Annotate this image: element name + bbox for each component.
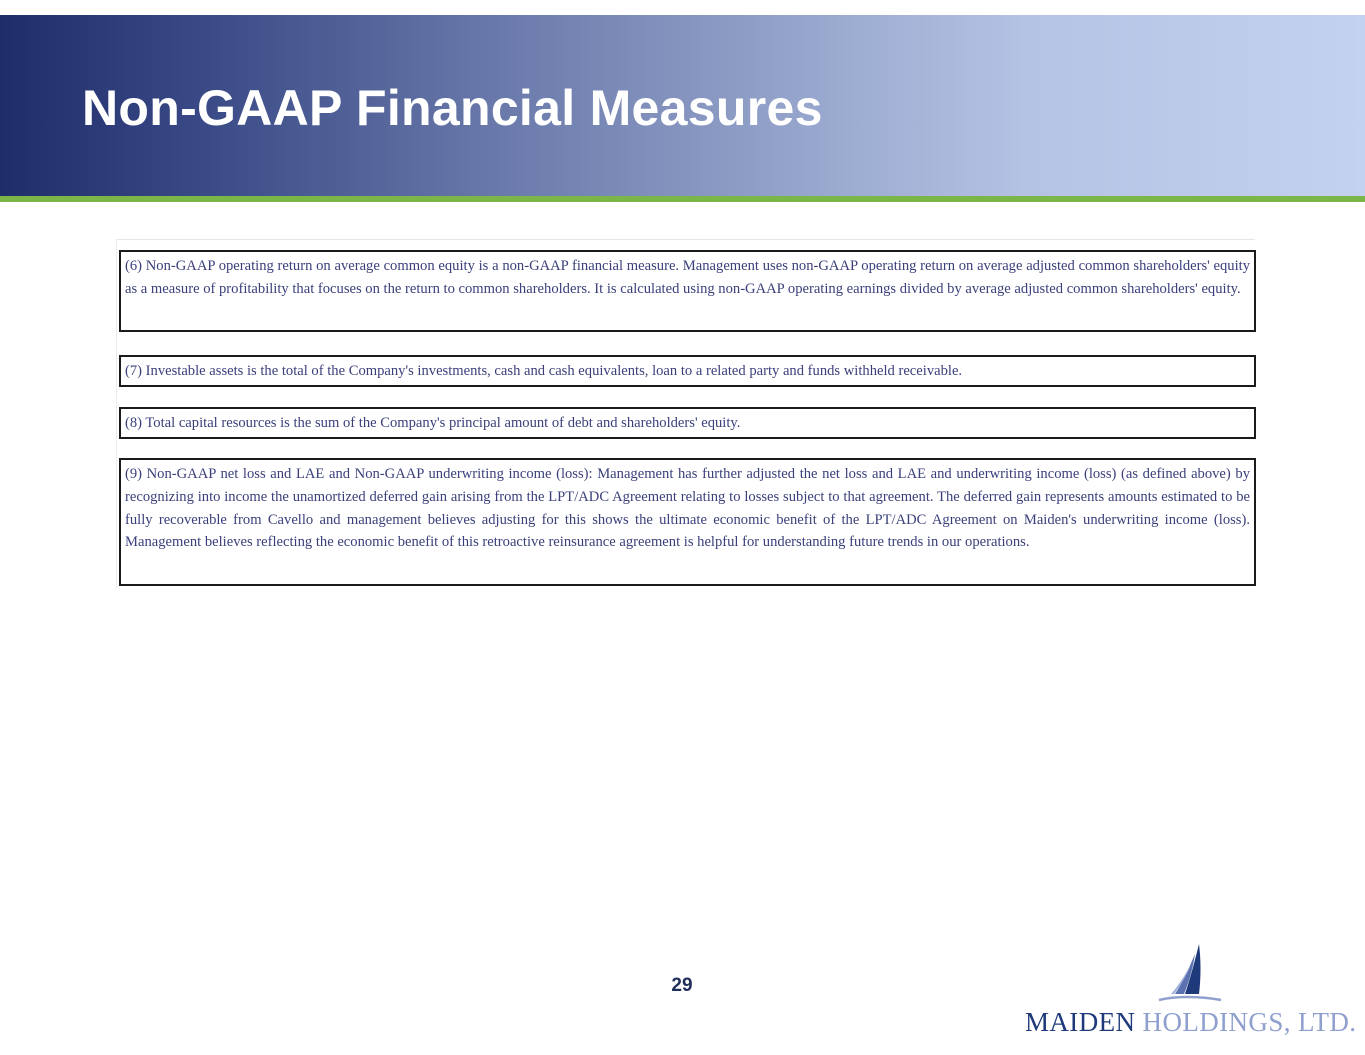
company-name-primary: MAIDEN xyxy=(1025,1007,1136,1037)
sail-icon xyxy=(1155,942,1225,1004)
company-name xyxy=(1025,1006,1356,1038)
header-divider xyxy=(0,196,1365,202)
page-title: Non-GAAP Financial Measures xyxy=(82,80,823,136)
footnote-7: (7) Investable assets is the total of the Company's investments, cash and cash equivalents, loan to a related party and funds withheld receivable. xyxy=(119,355,1256,387)
footnote-9: (9) Non-GAAP net loss and LAE and Non-GAAP underwriting income (loss): Management has further adjusted the net loss and LAE and underwriting income (loss) (as defined above) by recognizing into income the unamortized deferred gain arising from the LPT/ADC Agreement relating to losses subject to that agreement. The deferred gain represents amounts estimated to be fully recoverable from Cavello and management believes adjusting for this shows the ultimate economic benefit of the LPT/ADC Agreement on Maiden's underwriting income (loss). Management believes reflecting the economic benefit of this retroactive reinsurance agreement is helpful for understanding future trends in our operations. xyxy=(119,458,1256,586)
company-logo xyxy=(1020,940,1355,1040)
company-name-secondary: HOLDINGS, LTD. xyxy=(1142,1007,1357,1037)
footnote-6: (6) Non-GAAP operating return on average common equity is a non-GAAP financial measure. Management uses non-GAAP operating return on average adjusted common shareholders' equity as a measure of profitability that focuses on the return to common shareholders. It is calculated using non-GAAP operating earnings divided by average adjusted common shareholders' equity. xyxy=(119,250,1256,332)
page-number: 29 xyxy=(671,975,693,996)
footnote-8: (8) Total capital resources is the sum of the Company's principal amount of debt and shareholders' equity. xyxy=(119,407,1256,439)
